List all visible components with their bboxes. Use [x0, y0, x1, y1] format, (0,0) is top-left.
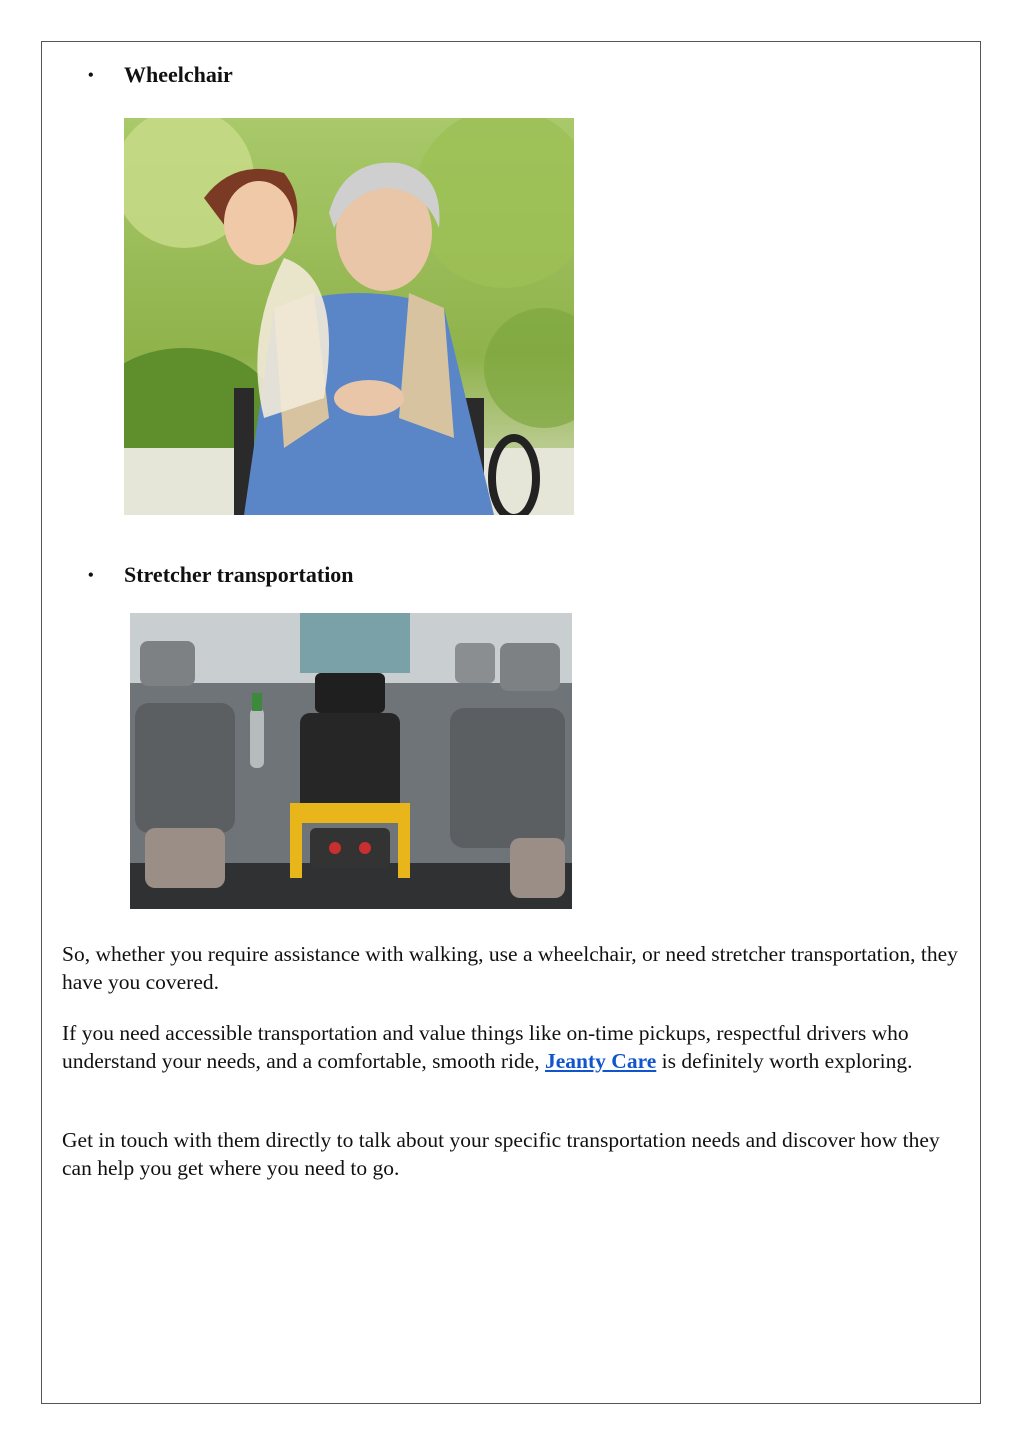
paragraph-contact: Get in touch with them directly to talk about your specific transportation needs and discover how they can help you get where you need to go.: [62, 1128, 940, 1180]
list-item-label: Wheelchair: [124, 62, 233, 87]
paragraph-recommendation: [62, 1019, 962, 1075]
list-item-stretcher: [88, 562, 354, 588]
bullet-icon: •: [88, 67, 94, 84]
paragraph-text: If you need accessible transportation and value things like on-time pickups, respectful drivers who understand your needs, and a comfortable, smooth ride,: [62, 1021, 909, 1073]
list-item-wheelchair: [88, 62, 233, 88]
paragraph-text: is definitely worth exploring.: [656, 1049, 913, 1073]
stretcher-van-photo: [130, 613, 572, 909]
paragraph-summary: So, whether you require assistance with walking, use a wheelchair, or need stretcher transportation, they have you covered.: [62, 942, 958, 994]
jeanty-care-link[interactable]: Jeanty Care: [545, 1049, 657, 1073]
wheelchair-photo: [124, 118, 574, 515]
list-item-label: Stretcher transportation: [124, 562, 354, 587]
bullet-icon: •: [88, 567, 94, 584]
